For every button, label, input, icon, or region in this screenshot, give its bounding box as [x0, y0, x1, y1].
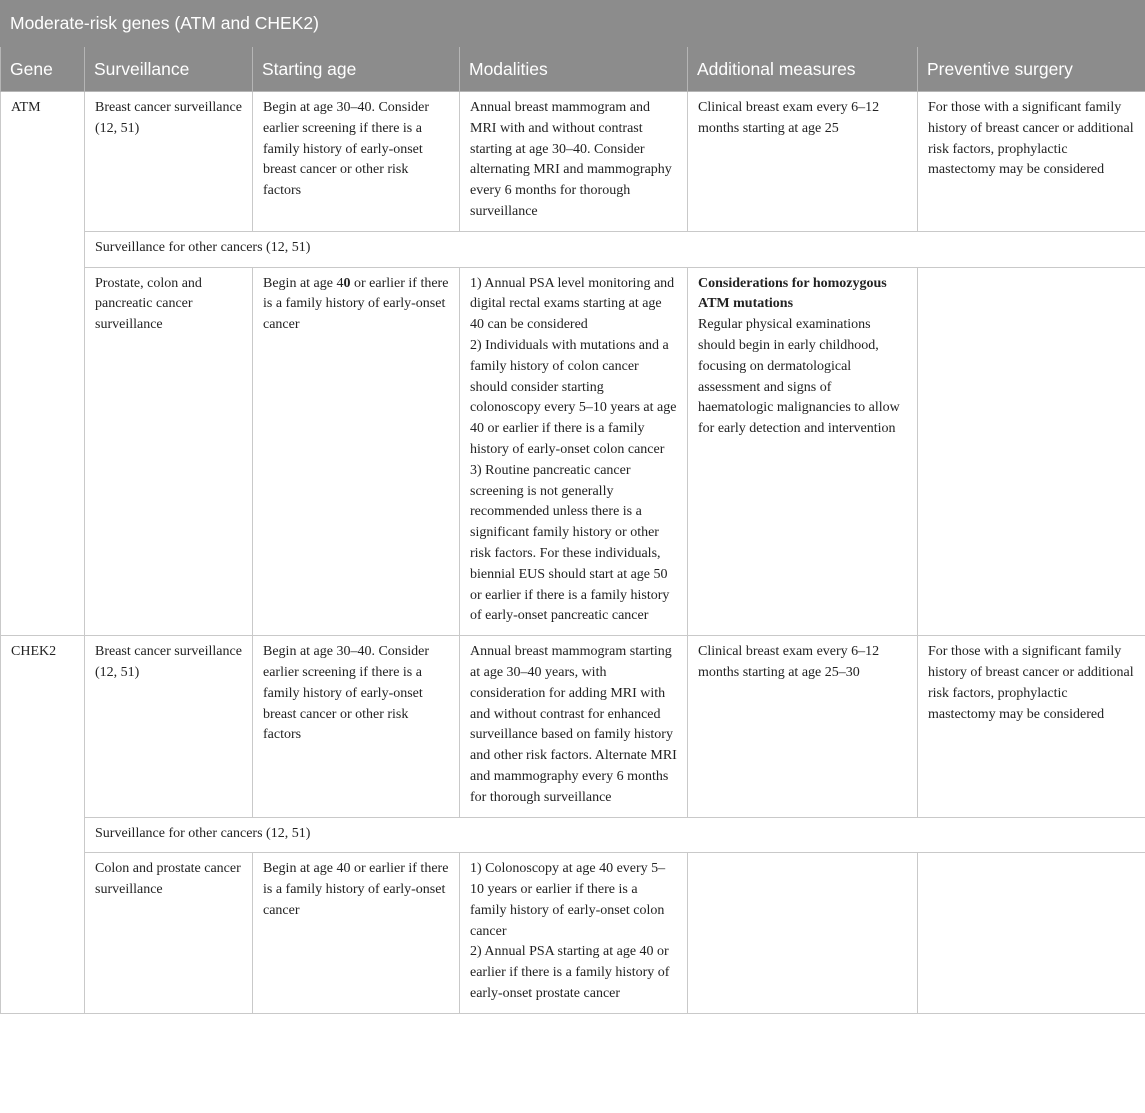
- atm-breast-additional: Clinical breast exam every 6–12 months starting at age 25: [688, 92, 918, 232]
- table-row: [1, 267, 1145, 636]
- chek2-breast-starting-age: Begin at age 30–40. Consider earlier screening if there is a family history of early-onset breast cancer or other risk factors: [253, 636, 460, 817]
- atm-homozygous-heading: Considerations for homozygous ATM mutations: [698, 275, 887, 312]
- atm-other-additional: [688, 267, 918, 636]
- atm-breast-modalities: Annual breast mammogram and MRI with and without contrast starting at age 30–40. Consider alternating MRI and mammography every 6 months for thorough surveillance: [460, 92, 688, 232]
- atm-other-cancers-label: Surveillance for other cancers (12, 51): [85, 231, 1145, 267]
- table-row: [1, 817, 1145, 853]
- chek2-other-starting-age: Begin at age 40 or earlier if there is a family history of early-onset cancer: [253, 853, 460, 1014]
- atm-other-modality-3: 3) Routine pancreatic cancer screening is not generally recommended unless there is a significant family history or other risk factors. For these individuals, biennial EUS should start at age 50 or earlier if there is a family history of early-onset pancreatic cancer: [470, 462, 670, 624]
- chek2-breast-surgery: For those with a significant family history of breast cancer or additional risk factors, prophylactic mastectomy may be considered: [918, 636, 1145, 817]
- table-row: [1, 636, 1145, 817]
- header-modalities: Modalities: [460, 47, 688, 92]
- gene-chek2: CHEK2: [1, 636, 85, 1014]
- header-starting-age: Starting age: [253, 47, 460, 92]
- atm-other-starting-age-prefix: Begin at age 4: [263, 275, 344, 291]
- atm-breast-surveillance: Breast cancer surveillance (12, 51): [85, 92, 253, 232]
- gene-atm: ATM: [1, 92, 85, 636]
- chek2-other-cancers-label: Surveillance for other cancers (12, 51): [85, 817, 1145, 853]
- atm-other-surgery: [918, 267, 1145, 636]
- chek2-other-modality-1: 1) Colonoscopy at age 40 every 5–10 years or earlier if there is a family history of early-onset colon cancer: [470, 861, 666, 939]
- chek2-other-surgery: [918, 853, 1145, 1014]
- chek2-other-surveillance: Colon and prostate cancer surveillance: [85, 853, 253, 1014]
- atm-other-surveillance: Prostate, colon and pancreatic cancer surveillance: [85, 267, 253, 636]
- atm-breast-starting-age: Begin at age 30–40. Consider earlier screening if there is a family history of early-onset breast cancer or other risk factors: [253, 92, 460, 232]
- table-header-row: [1, 47, 1145, 92]
- chek2-breast-modalities: Annual breast mammogram starting at age 30–40 years, with consideration for adding MRI with and without contrast for enhanced surveillance based on family history and other risk factors. Alternate MRI and mammography every 6 months for thorough surveillance: [460, 636, 688, 817]
- header-surveillance: Surveillance: [85, 47, 253, 92]
- atm-homozygous-text: Regular physical examinations should begin in early childhood, focusing on dermatological assessment and signs of haematologic malignancies to allow for early detection and intervention: [698, 317, 900, 437]
- atm-other-starting-age-bold: 0: [343, 275, 351, 291]
- atm-other-modality-2: 2) Individuals with mutations and a family history of colon cancer should consider starting colonoscopy every 5–10 years at age 40 or earlier if there is a family history of early-onset colon cancer: [470, 337, 677, 457]
- atm-other-starting-age-suffix: or earlier if there is a family history of early-onset cancer: [263, 275, 449, 333]
- table-row: [1, 231, 1145, 267]
- header-preventive-surgery: Preventive surgery: [918, 47, 1145, 92]
- header-additional-measures: Additional measures: [688, 47, 918, 92]
- table-title: Moderate-risk genes (ATM and CHEK2): [1, 1, 1145, 47]
- chek2-other-additional: [688, 853, 918, 1014]
- chek2-breast-surveillance: Breast cancer surveillance (12, 51): [85, 636, 253, 817]
- table-row: [1, 92, 1145, 232]
- chek2-breast-additional: Clinical breast exam every 6–12 months starting at age 25–30: [688, 636, 918, 817]
- table-row: [1, 853, 1145, 1014]
- table-title-row: [1, 1, 1145, 47]
- chek2-other-modality-2: 2) Annual PSA starting at age 40 or earlier if there is a family history of early-onset prostate cancer: [470, 944, 670, 1002]
- header-gene: Gene: [1, 47, 85, 92]
- atm-other-modality-1: 1) Annual PSA level monitoring and digital rectal exams starting at age 40 can be considered: [470, 275, 675, 333]
- chek2-other-modalities: [460, 853, 688, 1014]
- atm-other-modalities: [460, 267, 688, 636]
- atm-breast-surgery: For those with a significant family history of breast cancer or additional risk factors, prophylactic mastectomy may be considered: [918, 92, 1145, 232]
- atm-other-starting-age: [253, 267, 460, 636]
